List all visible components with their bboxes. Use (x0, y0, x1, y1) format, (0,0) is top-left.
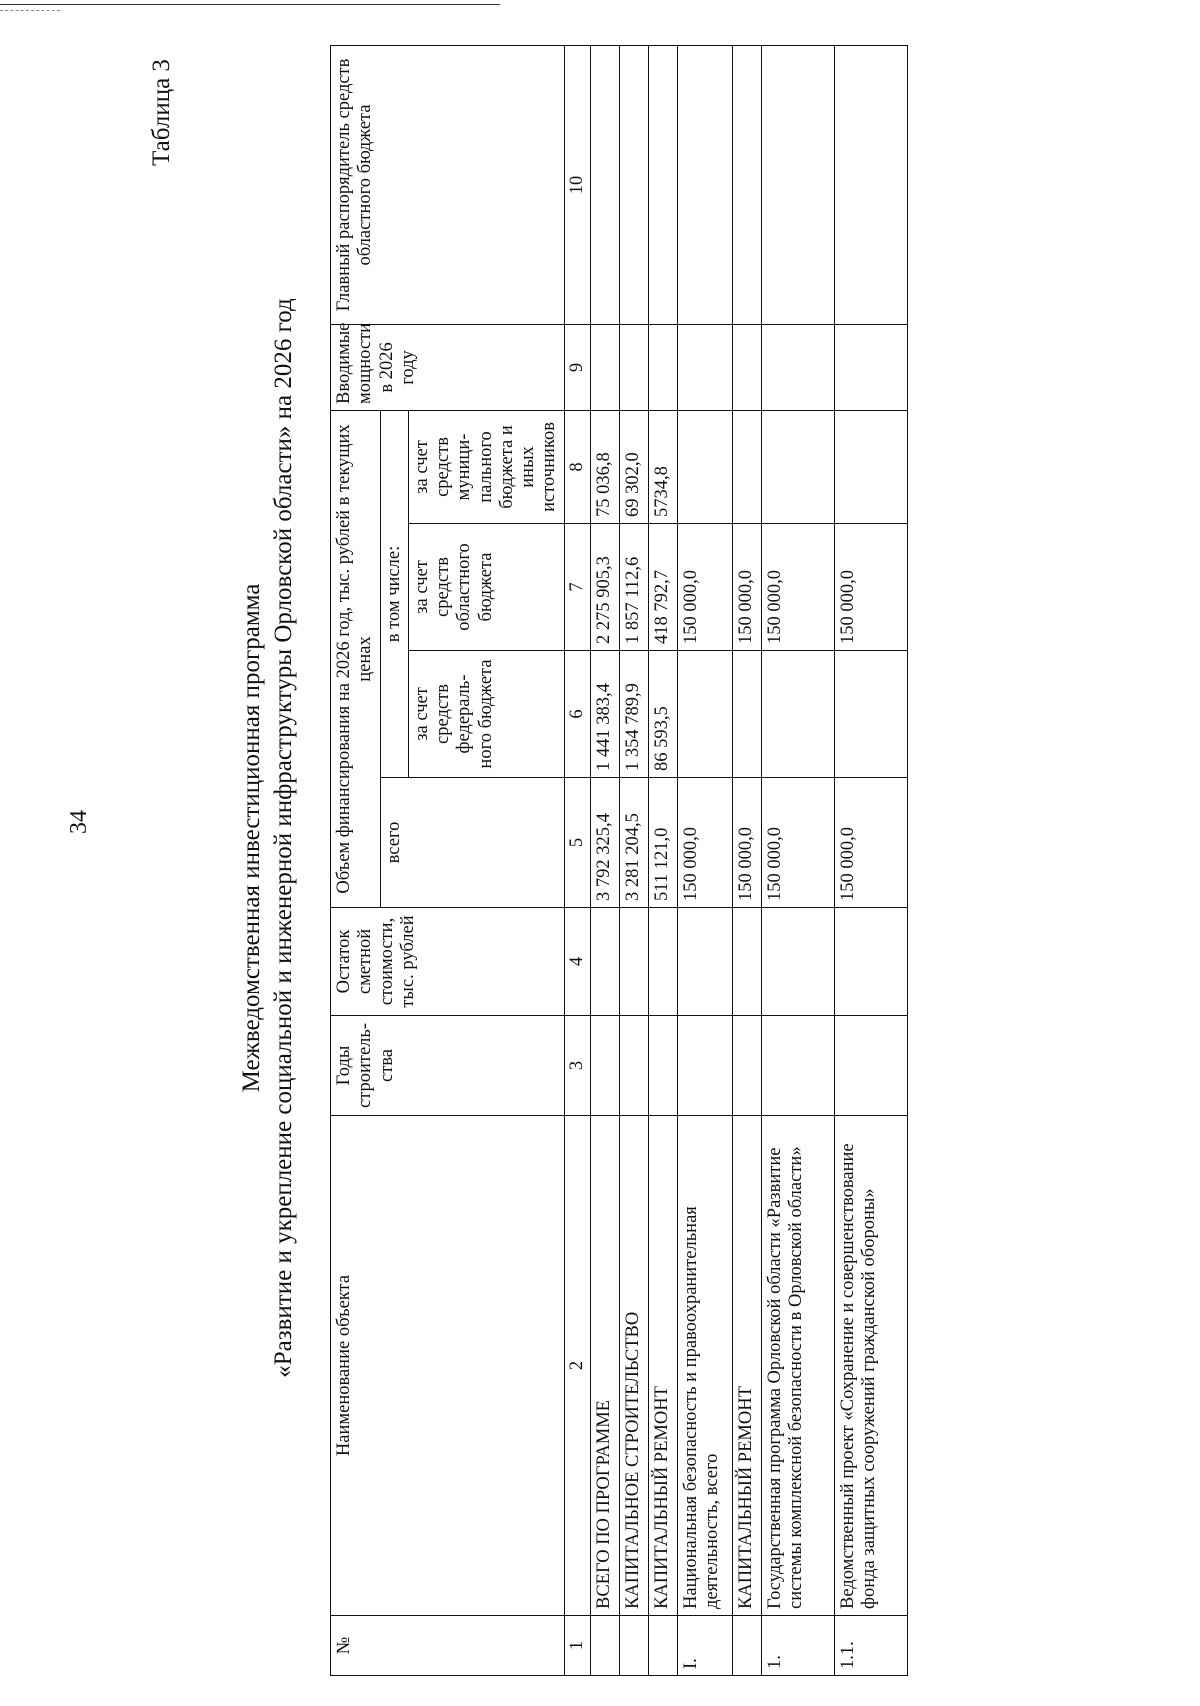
row-total: 150 000,0 (732, 778, 761, 908)
col-number: 2 (564, 1116, 590, 1616)
row-municipal (834, 410, 907, 523)
row-federal (834, 651, 907, 778)
page-number: 34 (66, 810, 92, 834)
table-row (677, 45, 732, 1675)
table-row (590, 45, 619, 1675)
row-num (732, 1616, 761, 1676)
row-regional: 2 275 905,3 (590, 524, 619, 651)
row-years (732, 1016, 761, 1116)
row-remainder (619, 908, 648, 1016)
row-name: КАПИТАЛЬНЫЙ РЕМОНТ (732, 1116, 761, 1616)
row-num: 1. (761, 1616, 834, 1676)
header-remainder: Остаток сметной стоимости, тыс. рублей (331, 908, 565, 1016)
row-total: 511 121,0 (648, 778, 677, 908)
title-line-2: «Развитие и укрепление социальной и инженерной инфраструктуры Орловской области» на 2026 год (270, 298, 297, 1378)
row-regional: 150 000,0 (677, 524, 732, 651)
row-capacity (619, 324, 648, 410)
row-federal: 1 441 383,4 (590, 651, 619, 778)
row-remainder (648, 908, 677, 1016)
row-name: Ведомственный проект «Сохранение и совершенствование фонда защитных сооружений гражданской обороны» (834, 1116, 907, 1616)
row-municipal: 5734,8 (648, 410, 677, 523)
row-municipal: 75 036,8 (590, 410, 619, 523)
header-federal: за счет средств федераль-ного бюджета (408, 651, 564, 778)
row-manager (834, 45, 907, 324)
header-municipal: за счет средств муници-пального бюджета и иных источников (408, 410, 564, 523)
row-federal: 86 593,5 (648, 651, 677, 778)
row-remainder (677, 908, 732, 1016)
column-numbers-row (564, 45, 590, 1675)
col-number: 6 (564, 651, 590, 778)
row-num (590, 1616, 619, 1676)
row-municipal (761, 410, 834, 523)
row-remainder (732, 908, 761, 1016)
col-number: 8 (564, 410, 590, 523)
col-number: 9 (564, 324, 590, 410)
header-including: в том числе: (380, 410, 408, 777)
row-total: 3 281 204,5 (619, 778, 648, 908)
row-manager (648, 45, 677, 324)
table-row (834, 45, 907, 1675)
row-regional: 418 792,7 (648, 524, 677, 651)
col-number: 5 (564, 778, 590, 908)
row-federal (732, 651, 761, 778)
title-line-1: Межведомственная инвестиционная программа (238, 583, 265, 1093)
row-capacity (761, 324, 834, 410)
row-regional: 150 000,0 (834, 524, 907, 651)
row-total: 3 792 325,4 (590, 778, 619, 908)
col-number: 3 (564, 1016, 590, 1116)
investment-table (330, 45, 908, 1676)
row-years (677, 1016, 732, 1116)
row-federal: 1 354 789,9 (619, 651, 648, 778)
row-manager (619, 45, 648, 324)
row-capacity (648, 324, 677, 410)
row-remainder (590, 908, 619, 1016)
row-total: 150 000,0 (761, 778, 834, 908)
row-total: 150 000,0 (834, 778, 907, 908)
col-number: 10 (564, 45, 590, 324)
col-number: 4 (564, 908, 590, 1016)
header-manager: Главный распорядитель средств областного бюджета (331, 45, 565, 324)
row-federal (761, 651, 834, 778)
row-num (619, 1616, 648, 1676)
row-total: 150 000,0 (677, 778, 732, 908)
header-num: № (331, 1616, 565, 1676)
row-num: I. (677, 1616, 732, 1676)
row-capacity (677, 324, 732, 410)
header-name: Наименование объекта (331, 1116, 565, 1616)
row-name: ВСЕГО ПО ПРОГРАММЕ (590, 1116, 619, 1616)
row-capacity (590, 324, 619, 410)
row-capacity (834, 324, 907, 410)
table-row (648, 45, 677, 1675)
col-number: 1 (564, 1616, 590, 1676)
table-row (619, 45, 648, 1675)
row-years (648, 1016, 677, 1116)
row-name: КАПИТАЛЬНЫЙ РЕМОНТ (648, 1116, 677, 1616)
row-federal (677, 651, 732, 778)
row-years (590, 1016, 619, 1116)
header-years: Годы строитель-ства (331, 1016, 565, 1116)
table-row (732, 45, 761, 1675)
row-manager (732, 45, 761, 324)
row-regional: 1 857 112,6 (619, 524, 648, 651)
row-years (834, 1016, 907, 1116)
row-municipal (732, 410, 761, 523)
header-regional: за счет средств областного бюджета (408, 524, 564, 651)
row-manager (761, 45, 834, 324)
table-label: Таблица 3 (148, 59, 175, 166)
row-years (761, 1016, 834, 1116)
row-name: Национальная безопасность и правоохранительная деятельность, всего (677, 1116, 732, 1616)
row-num: 1.1. (834, 1616, 907, 1676)
row-municipal: 69 302,0 (619, 410, 648, 523)
row-manager (677, 45, 732, 324)
row-municipal (677, 410, 732, 523)
row-name: Государственная программа Орловской области «Развитие системы комплексной безопасности в Орловской области» (761, 1116, 834, 1616)
row-name: КАПИТАЛЬНОЕ СТРОИТЕЛЬСТВО (619, 1116, 648, 1616)
row-regional: 150 000,0 (732, 524, 761, 651)
col-number: 7 (564, 524, 590, 651)
row-num (648, 1616, 677, 1676)
row-manager (590, 45, 619, 324)
row-capacity (732, 324, 761, 410)
header-capacity: Вводимые мощности в 2026 году (331, 324, 565, 410)
row-years (619, 1016, 648, 1116)
row-regional: 150 000,0 (761, 524, 834, 651)
row-remainder (761, 908, 834, 1016)
row-remainder (834, 908, 907, 1016)
header-total: всего (380, 778, 564, 908)
table-row (761, 45, 834, 1675)
header-volume: Объем финансирования на 2026 год, тыс. рублей в текущих ценах (331, 410, 381, 907)
